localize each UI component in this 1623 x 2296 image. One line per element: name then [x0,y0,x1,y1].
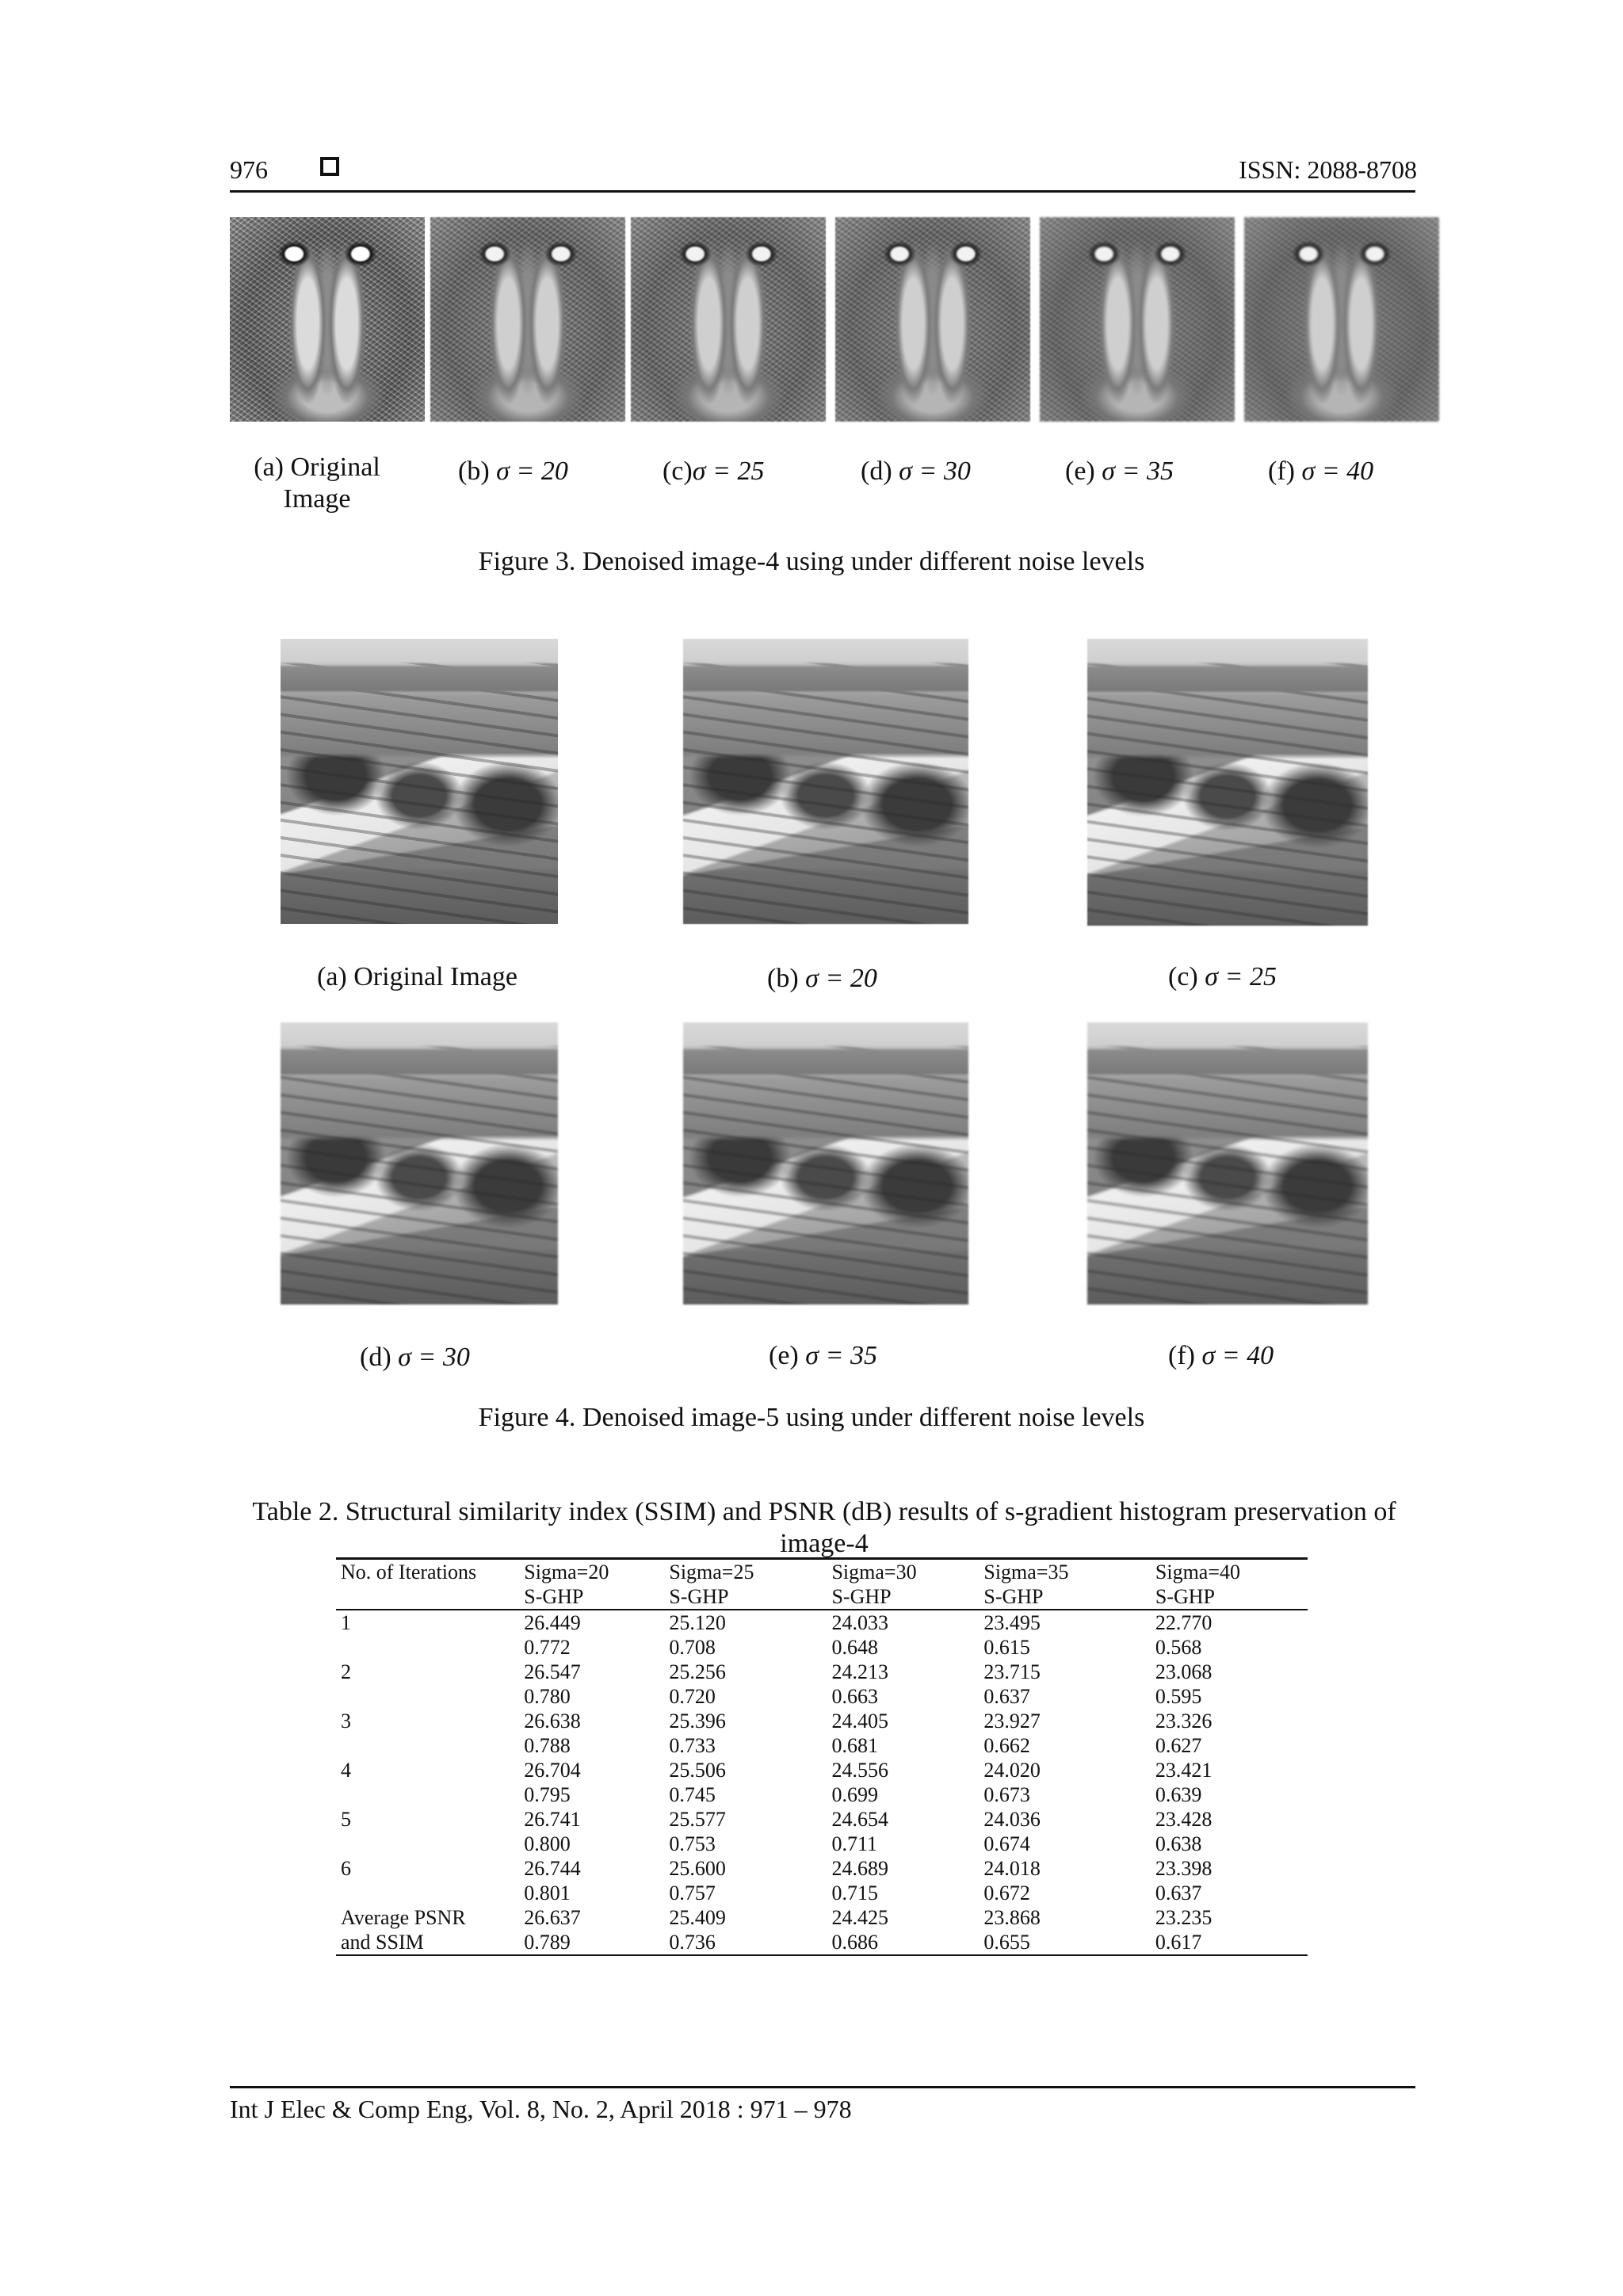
table-2-caption: Table 2. Structural similarity index (SSIM) and PSNR (dB) results of s-gradient histogram preservation of image-4 [252,1497,1396,1558]
figure-4-caption-b: (b) σ = 20 [767,964,877,993]
figure-3-caption-a: (a) Original Image [254,453,380,514]
value-cell: 0.673 [983,1783,1030,1806]
figure-4-image-a [281,639,558,924]
table-row [336,1807,1308,1832]
table-row [336,1782,1308,1807]
figure-4-caption-d: (d) σ = 30 [360,1343,470,1372]
value-cell: 24.654 [831,1808,888,1831]
table-row [336,1832,1308,1856]
header-cell: S-GHP [664,1584,827,1610]
figure-4-caption-a: (a) Original Image [317,962,517,991]
value-cell: 24.036 [983,1808,1041,1831]
table-row [336,1881,1308,1905]
value-cell: 24.689 [831,1857,888,1880]
iteration-cell: Average PSNR [341,1906,466,1929]
value-cell: 0.639 [1155,1783,1202,1806]
value-cell: 0.711 [831,1832,877,1855]
figure-3-image-f [1244,217,1439,422]
value-cell: 26.547 [524,1660,581,1683]
iteration-cell [336,1881,519,1905]
value-cell: 24.213 [831,1660,888,1683]
value-cell: 0.686 [827,1930,979,1955]
header-cell [336,1584,519,1610]
figure-3-caption-c: (c)σ = 25 [663,457,765,486]
value-cell: 26.638 [524,1710,581,1733]
header-cell: Sigma=20 [519,1559,664,1585]
figure-3-title: Figure 3. Denoised image-4 using under different noise levels [478,547,1145,576]
value-cell: 0.637 [983,1685,1030,1708]
value-cell: 0.801 [524,1881,571,1904]
figure-4-image-e [683,1022,968,1305]
iteration-cell: 1 [341,1611,351,1634]
figure-4-caption-e: (e) σ = 35 [769,1341,877,1370]
value-cell: 23.927 [983,1710,1041,1733]
value-cell: 25.577 [669,1808,726,1831]
value-cell: 0.638 [1155,1832,1202,1855]
figure-4-caption-f: (f) σ = 40 [1168,1341,1274,1370]
iteration-cell [336,1832,519,1856]
value-cell: 0.672 [983,1881,1030,1904]
value-cell: 26.637 [524,1906,581,1929]
value-cell: 25.409 [669,1906,726,1929]
header-cell: S-GHP [979,1584,1151,1610]
value-cell: 22.770 [1155,1611,1212,1634]
header-cell: S-GHP [1151,1584,1308,1610]
table-2 [336,1557,1308,1956]
header-cell: Sigma=25 [664,1559,827,1585]
value-cell: 26.704 [524,1759,581,1782]
footer-rule [230,2086,1415,2088]
value-cell: 0.627 [1155,1734,1202,1757]
value-cell: 26.744 [524,1857,581,1880]
header-cell: Sigma=35 [979,1559,1151,1585]
figure-3-image-e [1040,217,1235,422]
value-cell: 23.421 [1155,1759,1212,1782]
value-cell: 23.398 [1155,1857,1212,1880]
iteration-cell [336,1684,519,1709]
value-cell: 0.595 [1155,1685,1202,1708]
table-row [336,1930,1308,1955]
value-cell: 0.720 [669,1685,716,1708]
value-cell: 26.449 [524,1611,581,1634]
value-cell: 0.648 [831,1636,878,1659]
figure-3-caption-e: (e) σ = 35 [1065,457,1174,486]
figure-3-image-a [230,217,425,422]
figure-4-caption-c: (c) σ = 25 [1168,962,1277,991]
value-cell: 24.556 [831,1759,888,1782]
value-cell: 0.699 [831,1783,878,1806]
value-cell: 24.425 [831,1906,888,1929]
value-cell: 26.741 [524,1808,581,1831]
value-cell: 23.326 [1155,1710,1212,1733]
value-cell: 23.868 [983,1906,1041,1929]
value-cell: 24.405 [831,1710,888,1733]
value-cell: 25.396 [669,1710,726,1733]
figure-3-caption-d: (d) σ = 30 [861,457,971,486]
figure-4-title: Figure 4. Denoised image-5 using under different noise levels [478,1403,1145,1432]
value-cell: 24.033 [831,1611,888,1634]
value-cell: 25.600 [669,1857,726,1880]
table-row [336,1856,1308,1881]
value-cell: 0.655 [979,1930,1151,1955]
issn: ISSN: 2088-8708 [1239,155,1417,184]
header-cell: Sigma=40 [1151,1559,1308,1585]
value-cell: 24.018 [983,1857,1041,1880]
value-cell: 23.428 [1155,1808,1212,1831]
value-cell: 0.788 [524,1734,571,1757]
value-cell: 0.757 [669,1881,716,1904]
value-cell: 0.663 [831,1685,878,1708]
value-cell: 0.681 [831,1734,878,1757]
value-cell: 0.568 [1155,1636,1202,1659]
table-row [336,1610,1308,1635]
figure-3-image-d [835,217,1030,422]
header-cell: Sigma=30 [827,1559,979,1585]
iteration-cell [336,1782,519,1807]
iteration-cell: 3 [341,1710,351,1733]
iteration-cell: 2 [341,1660,351,1683]
table-row [336,1635,1308,1660]
value-cell: 0.800 [524,1832,571,1855]
header-cell: S-GHP [827,1584,979,1610]
table-row [336,1733,1308,1758]
value-cell: 24.020 [983,1759,1041,1782]
square-bullet-icon [320,157,339,176]
footer-citation: Int J Elec & Comp Eng, Vol. 8, No. 2, April 2018 : 971 – 978 [230,2095,852,2123]
figure-4-image-b [683,639,968,924]
value-cell: 23.235 [1155,1906,1212,1929]
figure-3-image-b [430,217,625,422]
table-row [336,1709,1308,1733]
value-cell: 0.617 [1151,1930,1308,1955]
value-cell: 0.715 [831,1881,878,1904]
value-cell: 25.256 [669,1660,726,1683]
iteration-cell [336,1733,519,1758]
figure-4-image-f [1087,1022,1368,1305]
page-number: 976 [230,155,268,184]
figure-3-caption-b: (b) σ = 20 [458,457,568,486]
table-row [336,1905,1308,1930]
value-cell: 0.753 [669,1832,716,1855]
value-cell: 0.733 [669,1734,716,1757]
iteration-cell: 5 [341,1808,351,1831]
table-row [336,1660,1308,1684]
value-cell: 0.736 [664,1930,827,1955]
value-cell: 0.637 [1155,1881,1202,1904]
table-row [336,1684,1308,1709]
value-cell: 0.789 [519,1930,664,1955]
figure-3-image-c [631,217,826,422]
table-header-row [336,1559,1308,1585]
value-cell: 23.715 [983,1660,1041,1683]
figure-3-caption-f: (f) σ = 40 [1268,457,1374,486]
iteration-cell: 4 [341,1759,351,1782]
header-cell: S-GHP [519,1584,664,1610]
header-cell: No. of Iterations [336,1559,519,1585]
value-cell: 23.068 [1155,1660,1212,1683]
value-cell: 25.506 [669,1759,726,1782]
figure-4-image-c [1087,639,1368,926]
table-row [336,1758,1308,1782]
iteration-cell [336,1635,519,1660]
value-cell: 0.795 [524,1783,571,1806]
value-cell: 23.495 [983,1611,1041,1634]
iteration-cell: 6 [341,1857,351,1880]
value-cell: 0.772 [524,1636,571,1659]
figure-4-image-d [281,1022,558,1305]
value-cell: 0.674 [983,1832,1030,1855]
table-header-row [336,1584,1308,1610]
value-cell: 0.662 [983,1734,1030,1757]
value-cell: 0.780 [524,1685,571,1708]
value-cell: 25.120 [669,1611,726,1634]
iteration-cell: and SSIM [336,1930,519,1955]
value-cell: 0.708 [669,1636,716,1659]
header-rule [230,190,1415,193]
value-cell: 0.615 [983,1636,1030,1659]
value-cell: 0.745 [669,1783,716,1806]
